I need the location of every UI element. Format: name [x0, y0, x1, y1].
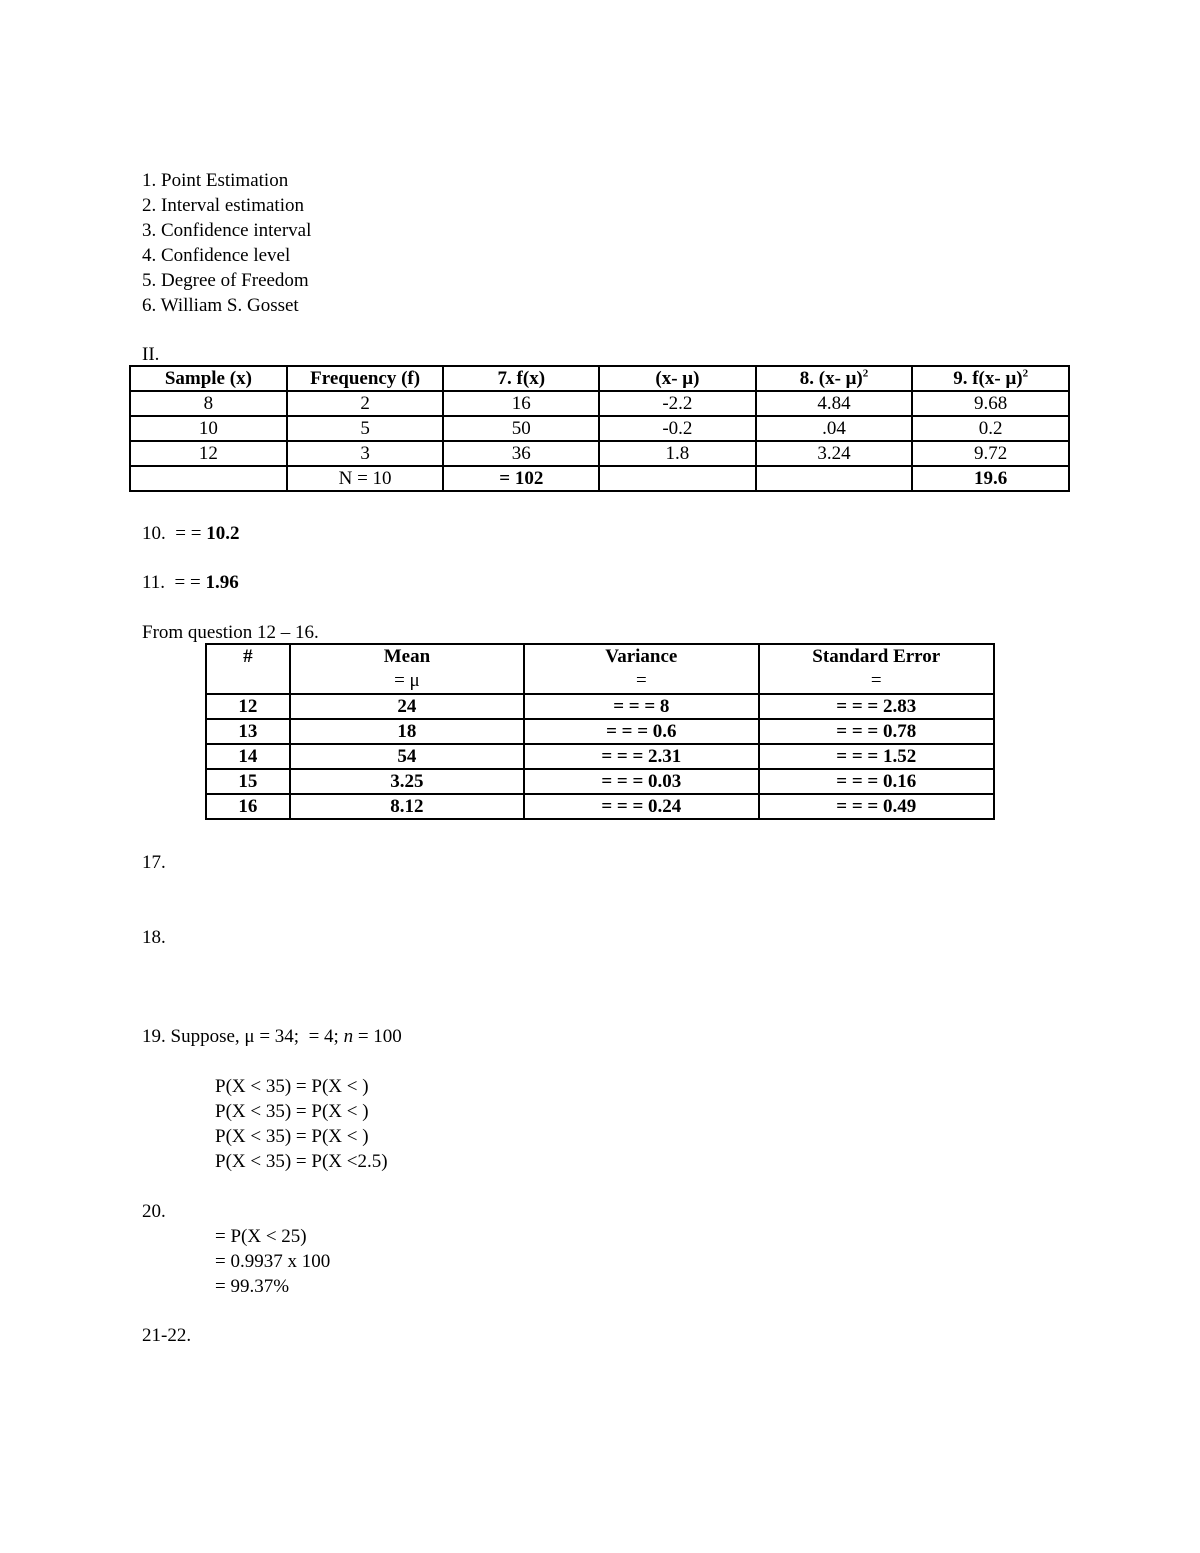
header-frequency: Frequency (f): [287, 366, 444, 391]
cell: = = = 2.31: [524, 744, 758, 769]
definition-3: 3. Confidence interval: [142, 220, 312, 241]
cell: 9.68: [912, 391, 1069, 416]
cell: 1.8: [599, 441, 756, 466]
question-19-step-3: P(X < 35) = P(X < ): [215, 1126, 369, 1147]
cell: 3: [287, 441, 444, 466]
cell: 24: [290, 694, 524, 719]
table-row: [206, 719, 994, 744]
table-row: [206, 694, 994, 719]
cell: 12: [130, 441, 287, 466]
cell: = = = 0.6: [524, 719, 758, 744]
definition-5: 5. Degree of Freedom: [142, 270, 309, 291]
frequency-table: [129, 365, 1070, 492]
cell: [130, 466, 287, 491]
cell: = = = 0.78: [759, 719, 994, 744]
header-deviation: (x- μ): [599, 366, 756, 391]
sampling-table: [205, 643, 995, 820]
cell: -2.2: [599, 391, 756, 416]
question-11-answer: 1.96: [205, 572, 239, 593]
table-header-row: [130, 366, 1069, 391]
table-totals-row: [130, 466, 1069, 491]
cell: 0.2: [912, 416, 1069, 441]
cell: 12: [206, 694, 290, 719]
cell: 16: [443, 391, 599, 416]
cell: 54: [290, 744, 524, 769]
cell: 14: [206, 744, 290, 769]
section-2-label: II.: [142, 344, 160, 365]
question-20-step-1: = P(X < 25): [215, 1226, 307, 1247]
table-row: [206, 744, 994, 769]
cell: 4.84: [756, 391, 913, 416]
table-row: [130, 416, 1069, 441]
question-20: 20.: [142, 1201, 166, 1222]
cell: 5: [287, 416, 444, 441]
table-row: [130, 441, 1069, 466]
from-question-label: From question 12 – 16.: [142, 622, 319, 643]
cell: .04: [756, 416, 913, 441]
question-18: 18.: [142, 927, 166, 948]
cell: = = = 0.49: [759, 794, 994, 819]
cell: = = = 8: [524, 694, 758, 719]
cell: 36: [443, 441, 599, 466]
cell: 3.24: [756, 441, 913, 466]
cell: = = = 0.24: [524, 794, 758, 819]
cell: = = = 1.52: [759, 744, 994, 769]
question-10: 10. = = 10.2: [142, 523, 240, 544]
cell: 16: [206, 794, 290, 819]
cell: 15: [206, 769, 290, 794]
question-20-step-2: = 0.9937 x 100: [215, 1251, 331, 1272]
cell: = = = 2.83: [759, 694, 994, 719]
table-row: [206, 769, 994, 794]
header-fx: 7. f(x): [443, 366, 599, 391]
total-f-deviation-squared: 19.6: [912, 466, 1069, 491]
header-number: #: [206, 644, 290, 694]
table-row: [130, 391, 1069, 416]
cell: 10: [130, 416, 287, 441]
header-deviation-squared: 8. (x- μ)$^2$: [756, 366, 913, 391]
cell: 18: [290, 719, 524, 744]
question-19-step-2: P(X < 35) = P(X < ): [215, 1101, 369, 1122]
question-17: 17.: [142, 852, 166, 873]
cell: 8.12: [290, 794, 524, 819]
cell: [756, 466, 913, 491]
cell: -0.2: [599, 416, 756, 441]
total-fx: = 102: [443, 466, 599, 491]
question-11: 11. = = 1.96: [142, 572, 239, 593]
question-19: 19. Suppose, μ = 34; = 4; n = 100: [142, 1026, 402, 1047]
question-20-step-3: = 99.37%: [215, 1276, 290, 1297]
definition-4: 4. Confidence level: [142, 245, 291, 266]
cell: 8: [130, 391, 287, 416]
table-row: [206, 794, 994, 819]
definition-1: 1. Point Estimation: [142, 170, 289, 191]
cell: 2: [287, 391, 444, 416]
table-header-row: [206, 644, 994, 694]
cell: 13: [206, 719, 290, 744]
header-f-deviation-squared: 9. f(x- μ)$^2$: [912, 366, 1069, 391]
question-19-step-1: P(X < 35) = P(X < ): [215, 1076, 369, 1097]
total-n: N = 10: [287, 466, 444, 491]
header-variance: Variance =: [524, 644, 758, 694]
definition-2: 2. Interval estimation: [142, 195, 304, 216]
cell: 3.25: [290, 769, 524, 794]
header-standard-error: Standard Error =: [759, 644, 994, 694]
cell: 50: [443, 416, 599, 441]
definition-6: 6. William S. Gosset: [142, 295, 299, 316]
question-10-answer: 10.2: [206, 523, 240, 544]
cell: = = = 0.03: [524, 769, 758, 794]
question-19-step-4: P(X < 35) = P(X <2.5): [215, 1151, 388, 1172]
cell: = = = 0.16: [759, 769, 994, 794]
cell: [599, 466, 756, 491]
cell: 9.72: [912, 441, 1069, 466]
question-21-22: 21-22.: [142, 1325, 192, 1346]
header-sample: Sample (x): [130, 366, 287, 391]
header-mean: Mean = μ: [290, 644, 524, 694]
